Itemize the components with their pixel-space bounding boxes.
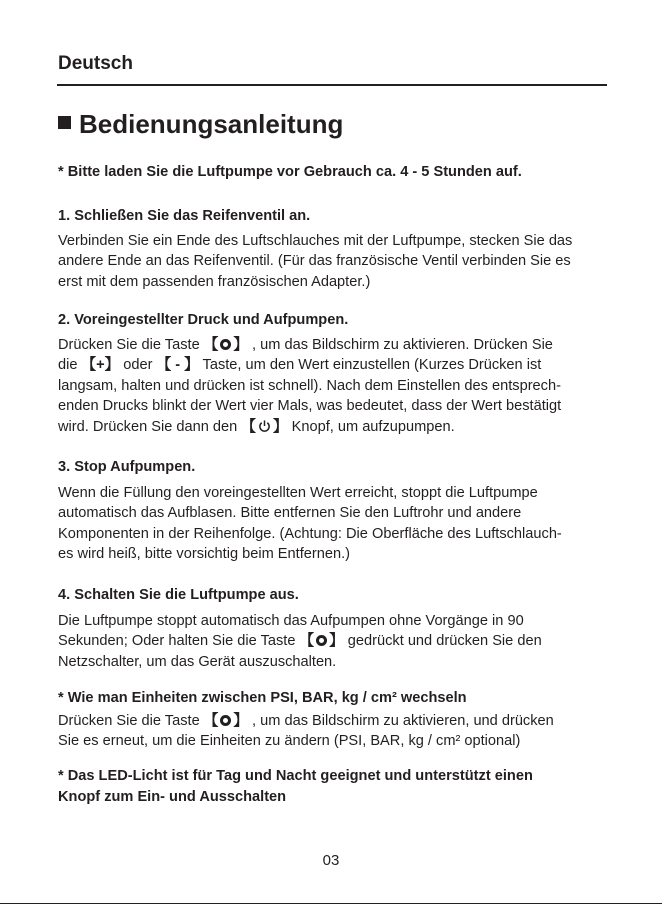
section-3-line: es wird heiß, bitte vorsichtig beim Entfernen.)	[58, 546, 350, 562]
display-key	[204, 711, 248, 732]
text: , um das Bildschirm zu aktivieren. Drücken Sie	[247, 336, 553, 353]
section-1-line: erst mit dem passenden französischen Adapter.)	[58, 273, 371, 290]
bracket-close: 】	[233, 712, 248, 729]
section-4	[58, 585, 620, 672]
plus-key: 【+】	[81, 357, 120, 373]
bracket-open: 【	[299, 633, 315, 649]
text: Sekunden; Oder halten Sie die Taste	[58, 633, 300, 649]
section-1-heading: 1. Schließen Sie das Reifenventil an.	[58, 208, 311, 224]
bracket-close: 】	[233, 336, 248, 353]
charge-note	[58, 162, 620, 183]
text: wird. Drücken Sie dann den	[58, 418, 242, 435]
text: oder	[119, 357, 157, 373]
display-button-icon	[220, 715, 231, 726]
section-2-line	[58, 335, 620, 356]
section-5-line: Sie es erneut, um die Einheiten zu ändern (PSI, BAR, kg / cm² optional)	[58, 733, 521, 749]
display-key	[204, 335, 248, 356]
display-key	[300, 631, 344, 652]
bracket-open: 【	[203, 712, 219, 729]
power-key	[241, 417, 287, 438]
section-6	[58, 766, 620, 807]
display-button-icon	[316, 635, 327, 646]
section-5	[58, 688, 620, 752]
section-5-heading: * Wie man Einheiten zwischen PSI, BAR, kg / cm² wechseln	[58, 690, 467, 706]
text: Knopf, um aufzupumpen.	[287, 418, 455, 435]
page-title-text: Bedienungsanleitung	[79, 109, 344, 139]
bracket-open: 【	[241, 418, 256, 435]
page-number: 03	[322, 852, 340, 869]
header-rule	[57, 84, 607, 86]
section-3-line: automatisch das Aufblasen. Bitte entfernen Sie den Luftrohr und andere	[58, 505, 522, 521]
section-3	[58, 457, 620, 565]
section-4-line: Netzschalter, um das Gerät auszuschalten.	[58, 653, 337, 670]
power-icon	[258, 419, 271, 433]
section-1-line: Verbinden Sie ein Ende des Luftschlauches mit der Luftpumpe, stecken Sie das	[58, 232, 573, 249]
text: gedrückt und drücken Sie den	[343, 633, 542, 649]
section-3-line: Wenn die Füllung den voreingestellten Wert erreicht, stoppt die Luftpumpe	[58, 484, 538, 501]
language-heading: Deutsch	[58, 53, 133, 74]
section-3-heading: 3. Stop Aufpumpen.	[58, 459, 196, 475]
text: die	[58, 357, 82, 373]
charge-note-text: * Bitte laden Sie die Luftpumpe vor Gebrauch ca. 4 - 5 Stunden auf.	[58, 164, 522, 180]
section-5-line	[58, 711, 620, 732]
text: Drücken Sie die Taste	[58, 336, 204, 353]
section-4-heading: 4. Schalten Sie die Luftpumpe aus.	[58, 587, 299, 603]
section-4-line: Die Luftpumpe stoppt automatisch das Aufpumpen ohne Vorgänge in 90	[58, 612, 524, 629]
section-4-line	[58, 631, 620, 652]
minus-key: 【 - 】	[156, 357, 199, 373]
text: Taste, um den Wert einzustellen (Kurzes Drücken ist	[198, 357, 542, 373]
footer-rule	[0, 903, 662, 904]
text: , um das Bildschirm zu aktivieren, und drücken	[247, 712, 554, 729]
section-2-line	[58, 355, 620, 376]
section-2	[58, 310, 620, 437]
section-2-heading: 2. Voreingestellter Druck und Aufpumpen.	[58, 312, 349, 328]
section-1	[58, 206, 620, 292]
led-note-line: Knopf zum Ein- und Ausschalten	[58, 788, 287, 805]
led-note-line: * Das LED-Licht ist für Tag und Nacht geeignet und unterstützt einen	[58, 768, 533, 784]
page-title	[58, 109, 343, 140]
section-3-line: Komponenten in der Reihenfolge. (Achtung: Die Oberfläche des Luftschlauch-	[58, 525, 562, 542]
section-2-line	[58, 417, 620, 438]
section-2-line: langsam, halten und drücken ist schnell). Nach dem Einstellen des entsprech-	[58, 377, 561, 394]
text: Drücken Sie die Taste	[58, 712, 204, 729]
section-1-line: andere Ende an das Reifenventil. (Für das französische Ventil verbinden Sie es	[58, 253, 571, 269]
square-bullet-icon	[58, 116, 71, 129]
bracket-close: 】	[272, 418, 288, 435]
bracket-close: 】	[329, 633, 344, 649]
bracket-open: 【	[203, 336, 219, 353]
display-button-icon	[220, 339, 231, 350]
section-2-line: enden Drucks blinkt der Wert vier Mals, was bedeutet, dass der Wert bestätigt	[58, 398, 562, 414]
